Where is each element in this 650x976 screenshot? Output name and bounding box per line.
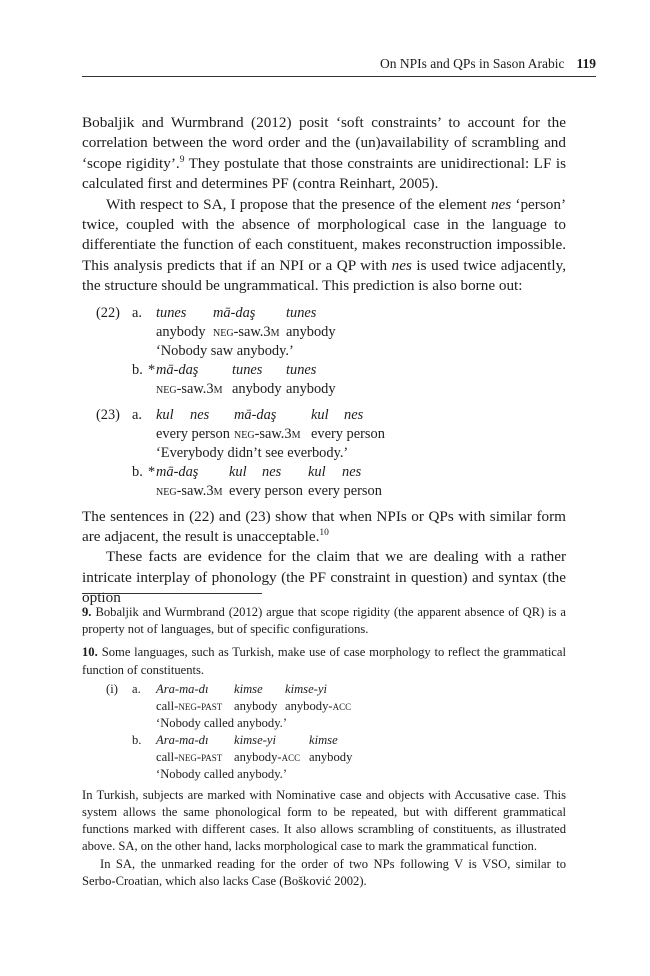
paragraph-3: The sentences in (22) and (23) show that when NPIs or QPs with similar form are adjacent, the result is unacceptable.$^{10}$ [82, 507, 566, 545]
translation: ‘Everybody didn’t see everbody.’ [156, 444, 349, 461]
footnotes [82, 604, 566, 890]
main-text [82, 113, 566, 609]
example-23: (23) a. kul nes mā-daş kul nes every person neg-saw.3m every person ‘Everybody didn’t see everbody.’ b. * mā-daş kul nes kul nes neg-saw.3m every person every person [96, 406, 385, 500]
page-number: 119 [576, 56, 596, 71]
footnote-9: 9. Bobaljik and Wurmbrand (2012) argue that scope rigidity (the apparent absence of QR) is a property not of languages, but of specific configurations. [82, 605, 566, 637]
translation: ‘Nobody saw anybody.’ [156, 343, 294, 360]
footnote-10-paragraph-2: In Turkish, subjects are marked with Nominative case and objects with Accusative case. This system allows the same phonological form to be repeated, but with different grammatical functions marked with different cases. It also allows scrambling of constituents, as illustrated above. SA, on the other hand, lacks morphological case to mark the grammatical function. [82, 787, 566, 854]
footnote-10-paragraph-3: In SA, the unmarked reading for the order of two NPs following V is VSO, similar to Serbo-Croatian, which also lacks Case (Bošković 2002). [82, 856, 566, 888]
paragraph-4: These facts are evidence for the claim that we are dealing with a rather intricate interplay of phonology (the PF constraint in question) and syntax (the option [82, 548, 566, 607]
footnote-example-i: (i) a. Ara-ma-dı kimse kimse-yi call-neg-past anybody anybody-acc ‘Nobody called anybody.’ b. Ara-ma-dı kimse-yi kimse call-neg-past anybody-acc anybody ‘Nobody called anybody.’ [106, 681, 353, 781]
footnote-separator [82, 593, 262, 594]
footnote-ref-10[interactable]: 10 [319, 527, 329, 538]
footnote-10: 10. Some languages, such as Turkish, make use of case morphology to reflect the grammatical function of constituents. [82, 645, 566, 677]
ungrammatical-star: * [148, 464, 156, 481]
example-number: (22) [96, 304, 120, 321]
footnote-ref-9[interactable]: 9 [179, 154, 185, 165]
example-number: (23) [96, 406, 120, 423]
running-title: On NPIs and QPs in Sason Arabic [379, 56, 565, 71]
running-header [82, 56, 596, 77]
example-22: (22) a. tunes mā-daş tunes anybody neg-saw.3m anybody ‘Nobody saw anybody.’ b. * mā-daş tunes tunes neg-saw.3m anybody anybody [96, 304, 336, 398]
paragraph-1: Bobaljik and Wurmbrand (2012) posit ‘soft constraints’ to account for the correlation between the word order and the (un)availability of scrambling and ‘scope rigidity’.$^9$ They postulate that those constraints are unidirectional: LF is calculated first and determines PF (contra Reinhart, 2005). [82, 114, 566, 193]
ungrammatical-star: * [148, 362, 156, 379]
paragraph-2: With respect to SA, I propose that the presence of the element nes ‘person’ twice, coupled with the absence of morphological case in the language to differentiate the function of each constituent, makes reconstruction impossible. This analysis predicts that if an NPI or a QP with nes is used twice adjacently, the structure should be ungrammatical. This prediction is also borne out: [82, 195, 566, 295]
